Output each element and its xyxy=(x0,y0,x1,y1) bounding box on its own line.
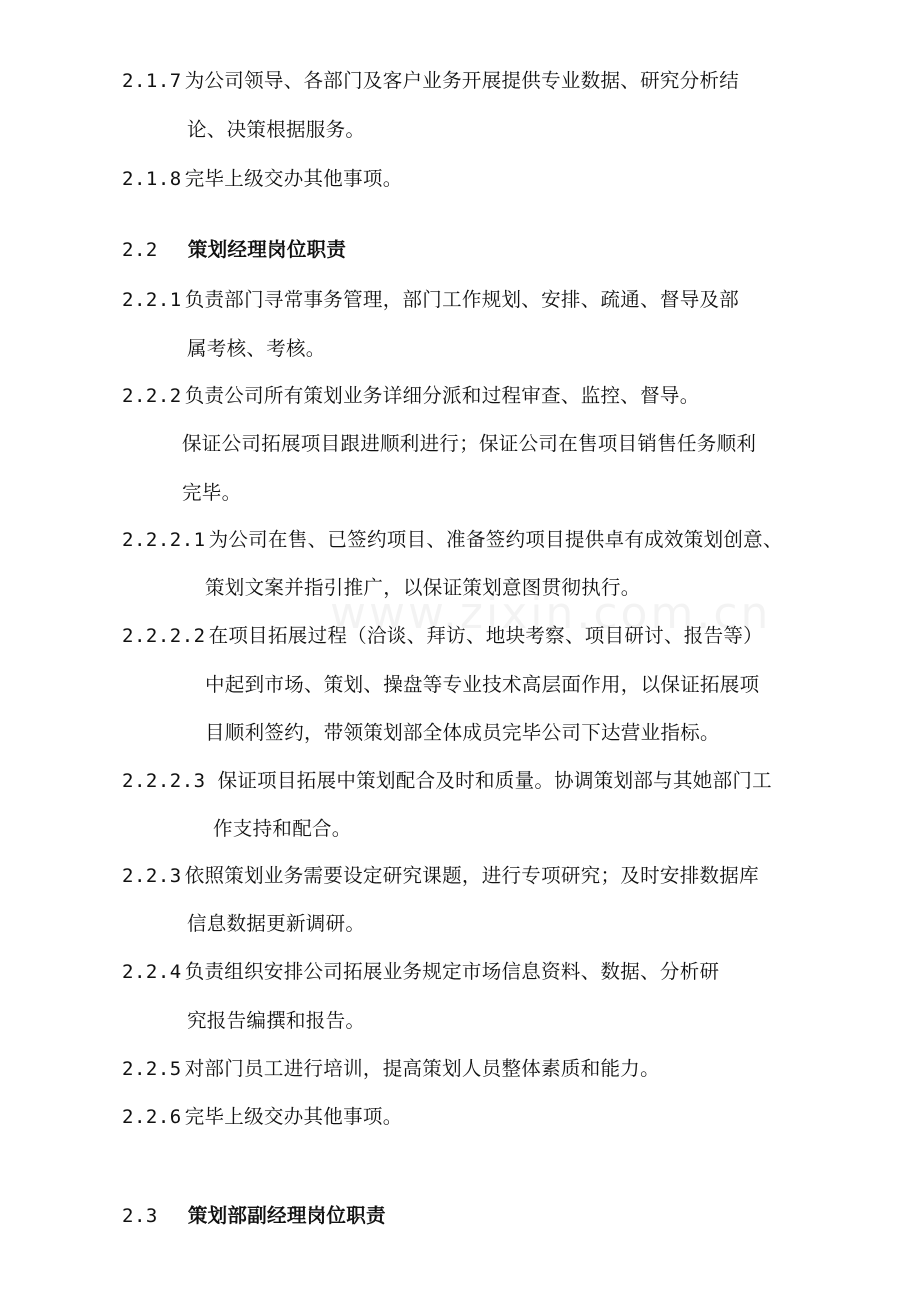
item-2-1-7 xyxy=(122,68,739,94)
item-text: 负责组织安排公司拓展业务规定市场信息资料、数据、分析研 xyxy=(184,960,720,983)
item-2-1-8 xyxy=(122,166,403,192)
item-2-2-2-continuation: 完毕。 xyxy=(182,481,242,504)
item-2-2-1-continuation: 属考核、考核。 xyxy=(187,337,326,360)
item-number: 2.2.4 xyxy=(122,961,182,983)
item-number: 2.2.2.1 xyxy=(122,529,206,551)
item-2-2-2-continuation: 保证公司拓展项目跟进顺利进行；保证公司在售项目销售任务顺利 xyxy=(182,432,757,455)
item-2-2-2-1-continuation: 策划文案并指引推广，以保证策划意图贯彻执行。 xyxy=(205,576,641,599)
item-text: 依照策划业务需要设定研究课题，进行专项研究；及时安排数据库 xyxy=(184,864,759,887)
item-2-2-5 xyxy=(122,1056,660,1082)
item-number: 2.2.3 xyxy=(122,865,182,887)
item-2-2-2-1 xyxy=(122,527,783,553)
item-text: 为公司在售、已签约项目、准备签约项目提供卓有成效策划创意、 xyxy=(208,528,783,551)
section-number: 2.3 xyxy=(122,1205,158,1227)
item-2-2-2-2 xyxy=(122,623,763,649)
item-2-2-2 xyxy=(122,383,700,409)
item-2-2-1 xyxy=(122,287,739,313)
section-number: 2.2 xyxy=(122,239,158,261)
item-2-1-7-continuation: 论、决策根据服务。 xyxy=(187,118,366,141)
item-2-2-4-continuation: 究报告编撰和报告。 xyxy=(187,1009,366,1032)
item-number: 2.2.5 xyxy=(122,1058,182,1080)
item-text: 完毕上级交办其他事项。 xyxy=(184,1105,403,1128)
section-title: 策划部副经理岗位职责 xyxy=(187,1204,386,1227)
item-text: 完毕上级交办其他事项。 xyxy=(184,167,403,190)
item-number: 2.1.7 xyxy=(122,70,182,92)
item-text: 对部门员工进行培训，提高策划人员整体素质和能力。 xyxy=(184,1057,660,1080)
item-2-2-2-3 xyxy=(122,768,772,794)
item-number: 2.2.2.3 xyxy=(122,770,206,792)
item-number: 2.2.2 xyxy=(122,385,182,407)
item-text: 在项目拓展过程（洽谈、拜访、地块考察、项目研讨、报告等） xyxy=(208,624,763,647)
item-2-2-3 xyxy=(122,863,759,889)
item-text: 保证项目拓展中策划配合及时和质量。协调策划部与其她部门工 xyxy=(217,769,772,792)
item-2-2-2-3-continuation: 作支持和配合。 xyxy=(213,817,352,840)
section-heading-2-3 xyxy=(122,1203,386,1229)
item-2-2-2-2-continuation: 中起到市场、策划、操盘等专业技术高层面作用，以保证拓展项 xyxy=(205,673,760,696)
item-text: 为公司领导、各部门及客户业务开展提供专业数据、研究分析结 xyxy=(184,69,740,92)
item-number: 2.1.8 xyxy=(122,168,182,190)
section-title: 策划经理岗位职责 xyxy=(187,238,347,261)
item-2-2-6 xyxy=(122,1104,403,1130)
item-number: 2.2.2.2 xyxy=(122,625,206,647)
item-2-2-2-2-continuation: 目顺利签约，带领策划部全体成员完毕公司下达营业指标。 xyxy=(205,721,720,744)
item-2-2-4 xyxy=(122,959,719,985)
item-number: 2.2.6 xyxy=(122,1106,182,1128)
item-2-2-3-continuation: 信息数据更新调研。 xyxy=(187,912,366,935)
item-text: 负责部门寻常事务管理，部门工作规划、安排、疏通、督导及部 xyxy=(184,288,740,311)
section-heading-2-2 xyxy=(122,237,346,263)
item-number: 2.2.1 xyxy=(122,289,182,311)
item-text: 负责公司所有策划业务详细分派和过程审查、监控、督导。 xyxy=(184,384,700,407)
